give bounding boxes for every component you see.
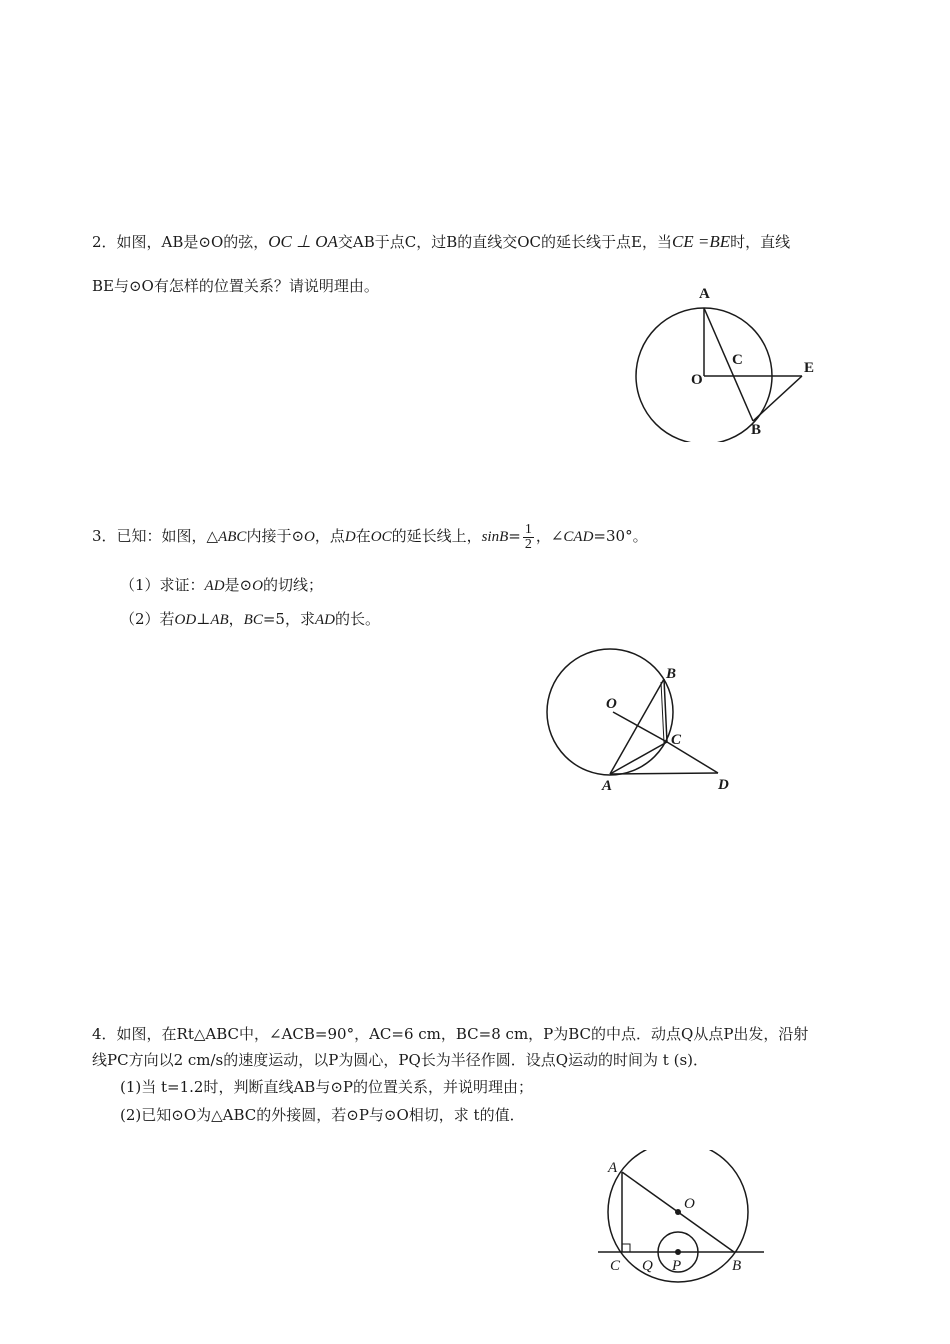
label-p: P	[672, 1258, 682, 1274]
segment-ab	[610, 679, 664, 774]
problem4-figure	[594, 1150, 774, 1300]
circle-o	[547, 649, 673, 775]
segment-bc-inner	[661, 682, 664, 743]
label-d: D	[718, 777, 729, 793]
right-angle-mark	[622, 1244, 630, 1252]
problem4-line1: 4．如图，在Rt△ABC中，∠ACB=90°，AC=6 cm，BC=8 cm，P为BC的中点．动点Q从点P出发，沿射	[92, 1025, 809, 1043]
problem2-figure	[620, 282, 850, 442]
label-o: O	[684, 1196, 695, 1212]
problem2-line2: BE与⊙O有怎样的位置关系？请说明理由。	[92, 277, 379, 295]
fraction-one-half: $\frac{1}{2}$	[524, 521, 532, 552]
point-o	[675, 1209, 681, 1215]
problem2-math-ce-eq-be: CE =BE	[671, 232, 731, 251]
point-p	[675, 1249, 681, 1255]
problem4-question1: (1)当 t=1.2时，判断直线AB与⊙P的位置关系，并说明理由；	[120, 1078, 533, 1096]
problem2-line1: 2．如图，AB是⊙O的弦，OC ⊥ OA交AB于点C，过B的直线交OC的延长线于点E，当CE =BE时，直线	[92, 232, 791, 251]
segment-be	[753, 376, 802, 421]
segment-ad	[610, 773, 718, 774]
label-q: Q	[642, 1258, 653, 1274]
problem3-question2: （2）若OD⊥AB，BC=5，求AD的长。	[120, 610, 380, 628]
problem3-line1: 3．已知：如图，△ABC内接于⊙O，点D在OC的延长线上，sinB= $\frac{1}{2}$ ，∠CAD=30°。	[92, 521, 648, 552]
label-a: A	[602, 778, 613, 794]
segment-ab	[704, 308, 753, 421]
label-c: C	[732, 352, 743, 368]
label-b: B	[751, 422, 762, 438]
problem3-figure	[540, 642, 760, 802]
problem4-question2: (2)已知⊙O为△ABC的外接圆，若⊙P与⊙O相切，求 t的值．	[120, 1106, 525, 1124]
label-e: E	[804, 360, 815, 376]
segment-oc	[613, 712, 667, 742]
problem2-math-oc-perp-oa: OC ⊥ OA	[268, 232, 338, 251]
label-o: O	[606, 696, 617, 712]
problem4-line2: 线PC方向以2 cm/s的速度运动，以P为圆心，PQ长为半径作圆．设点Q运动的时间为 t (s)．	[92, 1051, 709, 1069]
segment-bc	[664, 679, 667, 742]
label-a: A	[699, 286, 710, 302]
label-b: B	[732, 1258, 742, 1274]
label-a: A	[608, 1160, 618, 1176]
label-c: C	[610, 1258, 621, 1274]
problem3-question1: （1）求证：AD是⊙O的切线；	[120, 576, 323, 594]
label-c: C	[671, 732, 682, 748]
label-o: O	[691, 372, 703, 388]
label-b: B	[666, 666, 677, 682]
